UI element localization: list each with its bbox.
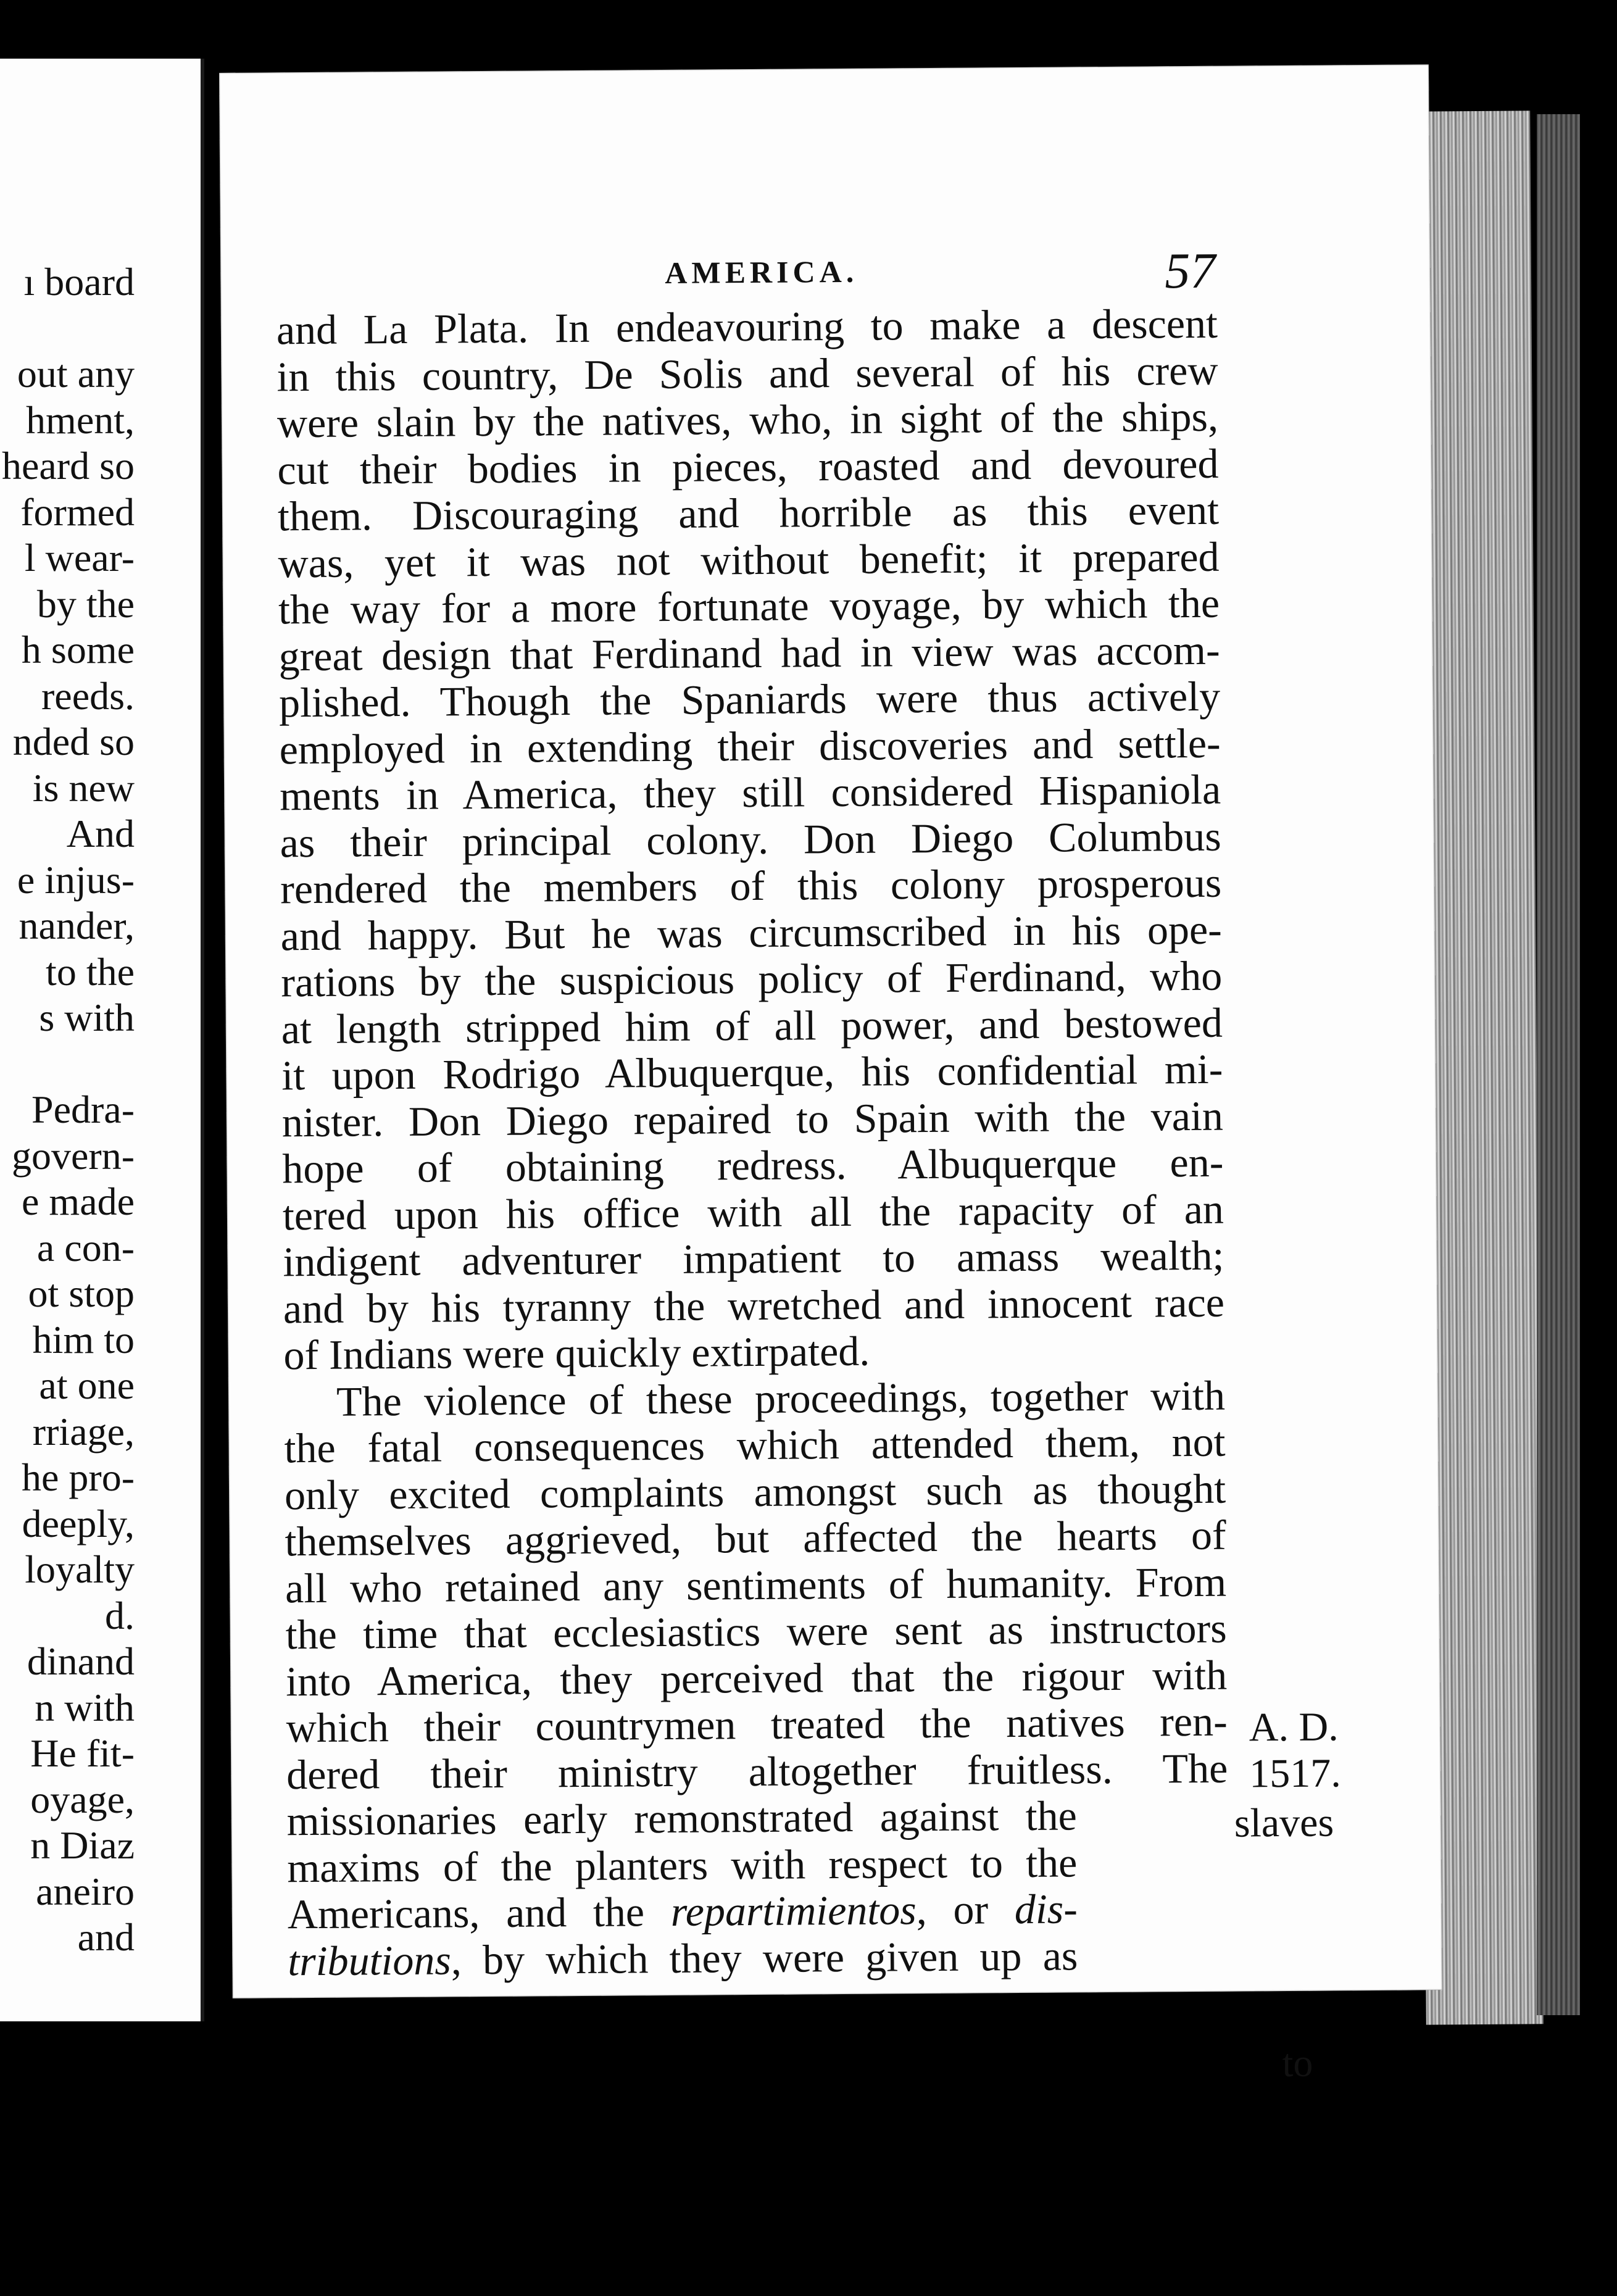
left-page-line: heard so bbox=[1, 444, 135, 488]
left-page-line: deeply, bbox=[22, 1501, 135, 1545]
left-page-line: loyalty bbox=[25, 1547, 135, 1591]
left-page-line: n with bbox=[35, 1685, 135, 1729]
text-span: Americans, and the bbox=[287, 1887, 671, 1938]
line-end-slaves: slaves bbox=[1234, 1800, 1334, 1846]
paragraph-1 bbox=[276, 301, 1225, 1379]
text-line: as their principal colony. Don Diego Columbus bbox=[280, 812, 1221, 866]
left-page-line: hment, bbox=[26, 397, 135, 442]
left-page-line: nded so bbox=[12, 720, 135, 763]
body-text bbox=[276, 301, 1229, 1985]
text-line: The violence of these proceedings, together with bbox=[336, 1371, 1226, 1425]
text-line: tered upon his office with all the rapacity of an bbox=[282, 1185, 1224, 1239]
text-line: into America, they perceived that the rigour with bbox=[285, 1651, 1228, 1705]
text-line: maxims of the planters with respect to the bbox=[287, 1838, 1078, 1891]
text-line: themselves aggrieved, but affected the hearts of bbox=[285, 1511, 1226, 1565]
text-line: all who retained any sentiments of humanity. From bbox=[285, 1558, 1227, 1612]
margin-note-ad: A. D. bbox=[1249, 1704, 1339, 1750]
left-page-line: h some bbox=[21, 628, 135, 672]
left-page-line: reeds. bbox=[41, 673, 135, 718]
text-line: of Indians were quickly extirpated. bbox=[283, 1327, 870, 1379]
left-page-line: out any bbox=[17, 352, 135, 396]
left-page-line: And bbox=[66, 812, 135, 855]
left-page-line: a con- bbox=[36, 1225, 135, 1270]
text-line: them. Discouraging and horrible as this event bbox=[277, 486, 1220, 540]
text-line: only excited complaints amongst such as thought bbox=[284, 1465, 1226, 1518]
left-page-line: dinand bbox=[27, 1639, 135, 1683]
left-page-line: ı board bbox=[23, 260, 135, 304]
left-page-line: and bbox=[77, 1915, 135, 1959]
left-page-line: govern- bbox=[11, 1133, 135, 1178]
text-line: and happy. But he was circumscribed in his ope- bbox=[280, 905, 1222, 959]
left-page-line: s with bbox=[39, 996, 135, 1039]
left-page-line: l wear- bbox=[24, 536, 135, 580]
text-line: dered their ministry altogether fruitless. The bbox=[286, 1744, 1228, 1798]
left-page-line: aneiro bbox=[36, 1869, 135, 1913]
text-line: rations by the suspicious policy of Ferdinand, who bbox=[281, 952, 1223, 1006]
left-page-line: at one bbox=[39, 1363, 135, 1407]
left-page-line: e injus- bbox=[17, 857, 135, 902]
left-page-line: formed bbox=[20, 489, 135, 534]
text-line-americans bbox=[288, 1886, 1078, 1937]
text-line: ments in America, they still considered Hispaniola bbox=[279, 765, 1221, 820]
text-line: hope of obtaining redress. Albuquerque en- bbox=[282, 1138, 1224, 1192]
left-page-line: d. bbox=[105, 1593, 135, 1637]
text-line-tributions bbox=[288, 1932, 1078, 1984]
text-line: at length stripped him of all power, and bestowed bbox=[281, 999, 1223, 1052]
text-line: and La Plata. In endeavouring to make a descent bbox=[276, 299, 1218, 354]
text-line: great design that Ferdinand had in view was accom- bbox=[278, 626, 1220, 680]
book-cover-edge bbox=[1537, 114, 1580, 2015]
left-page-line: e made bbox=[22, 1179, 135, 1223]
text-line: rendered the members of this colony prosperous bbox=[280, 859, 1222, 913]
catchword: to bbox=[1282, 2040, 1313, 2086]
left-page-line: him to bbox=[32, 1317, 135, 1362]
text-line: and by his tyranny the wretched and innocent race bbox=[283, 1278, 1225, 1332]
margin-note-year: 1517. bbox=[1249, 1750, 1342, 1797]
left-page-line: nander, bbox=[19, 904, 135, 947]
left-page-line: He fit- bbox=[30, 1731, 135, 1775]
text-span: , by which they were given up as bbox=[451, 1931, 1078, 1983]
paragraph-2 bbox=[284, 1372, 1229, 1891]
text-line: in this country, De Solis and several of his crew bbox=[276, 346, 1218, 400]
right-page bbox=[219, 64, 1442, 2086]
text-line: the way for a more fortunate voyage, by which the bbox=[278, 579, 1220, 633]
text-line: the fatal consequences which attended them, not bbox=[284, 1418, 1226, 1472]
left-page bbox=[0, 59, 204, 2021]
left-page-line: Pedra- bbox=[31, 1088, 135, 1131]
text-line: was, yet it was not without benefit; it prepared bbox=[278, 533, 1220, 586]
left-page-line: oyage, bbox=[30, 1777, 135, 1821]
text-line: nister. Don Diego repaired to Spain with the vain bbox=[281, 1092, 1224, 1146]
text-line: which their countrymen treated the natives ren- bbox=[286, 1697, 1228, 1752]
italic-term-distributions-part1: dis- bbox=[1014, 1885, 1078, 1933]
text-line: missionaries early remonstrated against the bbox=[286, 1792, 1078, 1845]
left-page-line: by the bbox=[36, 581, 135, 626]
page-number: 57 bbox=[1164, 242, 1216, 299]
running-head: AMERICA. bbox=[665, 254, 858, 290]
text-span: , or bbox=[916, 1886, 1015, 1934]
left-page-line: rriage, bbox=[32, 1409, 135, 1454]
text-line: indigent adventurer impatient to amass wealth; bbox=[283, 1231, 1224, 1286]
text-line: it upon Rodrigo Albuquerque, his confidential mi- bbox=[281, 1045, 1223, 1099]
text-line: cut their bodies in pieces, roasted and devoured bbox=[277, 439, 1219, 493]
left-page-line: he pro- bbox=[21, 1455, 135, 1499]
left-page-line: ot stop bbox=[28, 1271, 135, 1315]
left-page-line: to the bbox=[46, 949, 135, 994]
text-line: plished. Though the Spaniards were thus actively bbox=[278, 672, 1221, 726]
text-line: the time that ecclesiastics were sent as instructors bbox=[285, 1604, 1227, 1658]
left-page-line: n Diaz bbox=[30, 1823, 135, 1867]
italic-term-repartimientos: repartimientos bbox=[670, 1886, 917, 1935]
text-line: employed in extending their discoveries and settle- bbox=[279, 719, 1221, 773]
italic-term-distributions-part2: tributions bbox=[288, 1936, 452, 1984]
left-page-line: is new bbox=[32, 765, 135, 810]
text-line: were slain by the natives, who, in sight of the ships, bbox=[276, 393, 1219, 447]
